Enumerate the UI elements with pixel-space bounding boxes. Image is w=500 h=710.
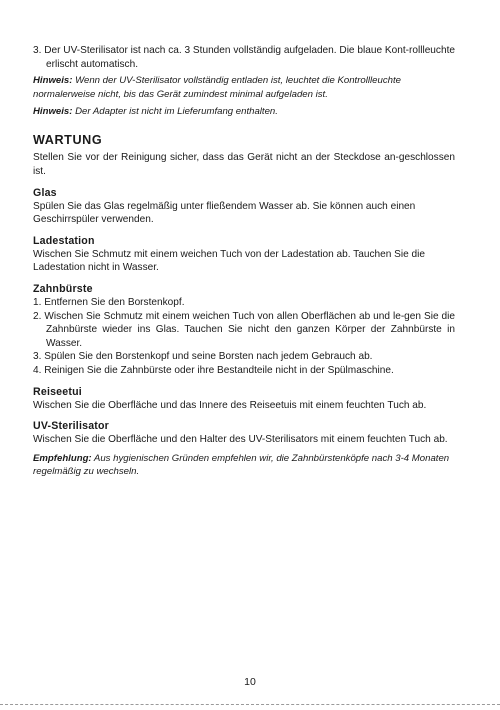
subsection-title-uv-sterilisator: UV-Sterilisator bbox=[33, 420, 110, 433]
subsection-title-zahnbuerste: Zahnbürste bbox=[33, 282, 93, 295]
wartung-intro: Stellen Sie vor der Reinigung sicher, dass das Gerät nicht an der Steckdose an-geschlossen ist. bbox=[33, 152, 455, 177]
subsection-title-reiseetui: Reiseetui bbox=[33, 385, 82, 398]
recommendation-label: Empfehlung: bbox=[33, 452, 92, 464]
subsection-title-ladestation: Ladestation bbox=[33, 234, 95, 247]
list-item: 3. Spülen Sie den Borstenkopf und seine Borsten nach jedem Gebrauch ab. bbox=[33, 351, 373, 363]
step-3: 3. Der UV-Sterilisator ist nach ca. 3 Stunden vollständig aufgeladen. Die blaue Kont-rollleuchte erlischt automatisch. bbox=[33, 45, 455, 70]
uv-sterilisator-text: Wischen Sie die Oberfläche und den Halter des UV-Sterilisators mit einem feuchten Tuch ab. bbox=[33, 434, 448, 446]
section-title-wartung: WARTUNG bbox=[33, 133, 103, 148]
reiseetui-text: Wischen Sie die Oberfläche und das Innere des Reiseetuis mit einem feuchten Tuch ab. bbox=[33, 399, 427, 411]
note-label: Hinweis: bbox=[33, 106, 73, 117]
note-adapter bbox=[33, 105, 455, 118]
list-item: 2. Wischen Sie Schmutz mit einem weichen Tuch von allen Oberflächen ab und le-gen Sie die Zahnbürste wieder ins Glas. Tauchen Sie nicht den ganzen Körper der Zahnbürste in Wasser. bbox=[33, 310, 455, 349]
page-number: 10 bbox=[244, 676, 256, 688]
zahnbuerste-list bbox=[33, 296, 455, 378]
ladestation-text: Wischen Sie Schmutz mit einem weichen Tuch von der Ladestation ab. Tauchen Sie die Ladestation nicht in Wasser. bbox=[33, 248, 426, 274]
note-text: Wenn der UV-Sterilisator vollständig entladen ist, leuchtet die Kontrollleuchte normalerweise nicht, bis das Gerät zumindest minimal aufgeladen ist. bbox=[33, 75, 401, 100]
note-text: Der Adapter ist nicht im Lieferumfang enthalten. bbox=[72, 106, 278, 117]
note-label: Hinweis: bbox=[33, 75, 73, 87]
list-item: 1. Entfernen Sie den Borstenkopf. bbox=[33, 296, 185, 308]
note-discharged bbox=[33, 74, 455, 101]
subsection-title-glas: Glas bbox=[33, 186, 57, 199]
glas-text: Spülen Sie das Glas regelmäßig unter fließendem Wasser ab. Sie können auch einen Geschirrspüler verwenden. bbox=[33, 200, 416, 226]
manual-page bbox=[33, 44, 455, 479]
recommendation-text: Aus hygienischen Gründen empfehlen wir, die Zahnbürstenköpfe nach 3-4 Monaten regelmäßig zu wechseln. bbox=[33, 452, 450, 478]
list-item: 4. Reinigen Sie die Zahnbürste oder ihre Bestandteile nicht in der Spülmaschine. bbox=[33, 364, 394, 376]
footer-divider bbox=[0, 704, 500, 705]
recommendation bbox=[33, 452, 455, 479]
